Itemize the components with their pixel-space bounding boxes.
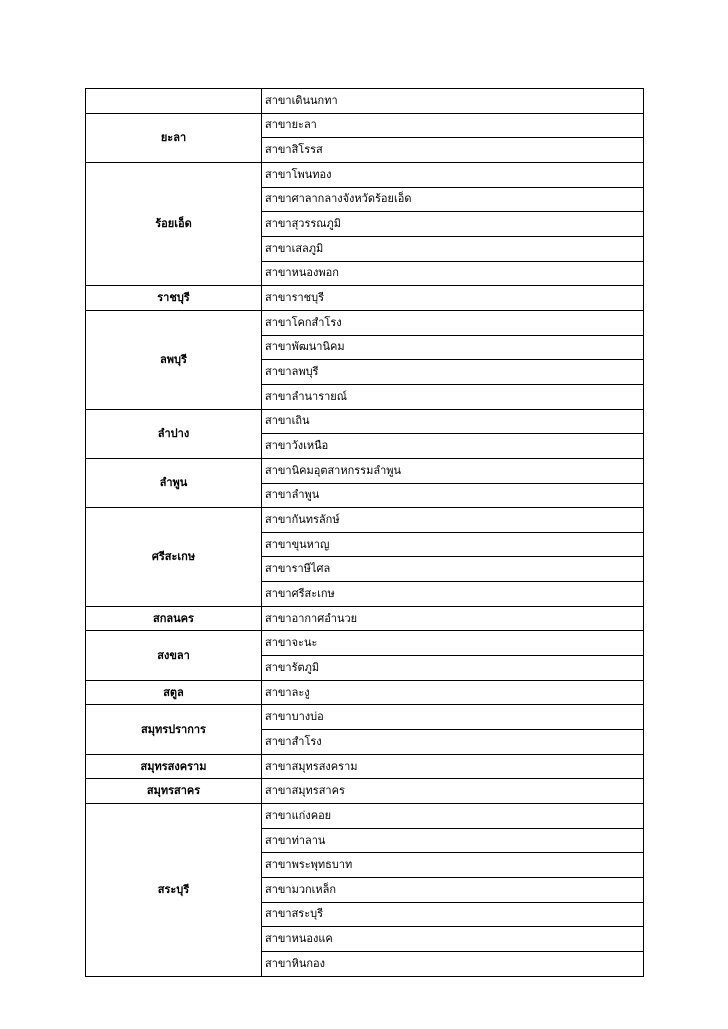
branch-table-body — [86, 89, 644, 977]
province-cell: สมุทรสงคราม — [86, 754, 262, 779]
branch-cell: สาขาจะนะ — [262, 631, 644, 656]
branch-cell: สาขาสมุทรสาคร — [262, 779, 644, 804]
table-row — [86, 113, 644, 138]
branch-cell: สาขาหินกอง — [262, 951, 644, 976]
province-cell: ลำปาง — [86, 409, 262, 458]
branch-cell: สาขาขุนหาญ — [262, 532, 644, 557]
province-cell — [86, 89, 262, 114]
province-cell: ร้อยเอ็ด — [86, 162, 262, 285]
table-row — [86, 162, 644, 187]
province-cell: ราชบุรี — [86, 286, 262, 311]
province-cell: ศรีสะเกษ — [86, 508, 262, 607]
table-row — [86, 286, 644, 311]
table-row — [86, 680, 644, 705]
branch-cell: สาขาลพบุรี — [262, 360, 644, 385]
branch-cell: สาขายะลา — [262, 113, 644, 138]
branch-cell: สาขาราษีไศล — [262, 557, 644, 582]
branch-cell: สาขาเดินนกทา — [262, 89, 644, 114]
table-row — [86, 754, 644, 779]
branch-cell: สาขาพัฒนานิคม — [262, 335, 644, 360]
branch-cell: สาขาอากาศอำนวย — [262, 606, 644, 631]
table-row — [86, 804, 644, 829]
branch-cell: สาขาละงู — [262, 680, 644, 705]
branch-cell: สาขาศาลากลางจังหวัดร้อยเอ็ด — [262, 187, 644, 212]
branch-cell: สาขาสุวรรณภูมิ — [262, 212, 644, 237]
branch-cell: สาขารัตภูมิ — [262, 656, 644, 681]
province-cell: สมุทรสาคร — [86, 779, 262, 804]
branch-cell: สาขามวกเหล็ก — [262, 878, 644, 903]
branch-cell: สาขากันทรลักษ์ — [262, 508, 644, 533]
table-row — [86, 409, 644, 434]
branch-cell: สาขาสำโรง — [262, 730, 644, 755]
branch-cell: สาขาบางบ่อ — [262, 705, 644, 730]
branch-cell: สาขาลำนารายณ์ — [262, 384, 644, 409]
branch-cell: สาขาหนองพอก — [262, 261, 644, 286]
province-cell: ยะลา — [86, 113, 262, 162]
branch-cell: สาขาโพนทอง — [262, 162, 644, 187]
province-cell: สตูล — [86, 680, 262, 705]
table-row — [86, 508, 644, 533]
table-row — [86, 89, 644, 114]
table-row — [86, 705, 644, 730]
branch-cell: สาขาสมุทรสงคราม — [262, 754, 644, 779]
branch-table — [85, 88, 644, 977]
branch-cell: สาขาสระบุรี — [262, 902, 644, 927]
branch-cell: สาขาหนองแค — [262, 927, 644, 952]
province-cell: สงขลา — [86, 631, 262, 680]
branch-cell: สาขานิคมอุตสาหกรรมลำพูน — [262, 458, 644, 483]
table-row — [86, 606, 644, 631]
table-row — [86, 631, 644, 656]
table-row — [86, 779, 644, 804]
branch-cell: สาขาสิโรรส — [262, 138, 644, 163]
branch-cell: สาขาราชบุรี — [262, 286, 644, 311]
province-cell: ลพบุรี — [86, 310, 262, 409]
branch-cell: สาขาแก่งคอย — [262, 804, 644, 829]
branch-cell: สาขาโคกสำโรง — [262, 310, 644, 335]
table-row — [86, 458, 644, 483]
branch-cell: สาขาลำพูน — [262, 483, 644, 508]
province-cell: ลำพูน — [86, 458, 262, 507]
province-cell: สมุทรปราการ — [86, 705, 262, 754]
branch-cell: สาขาพระพุทธบาท — [262, 853, 644, 878]
branch-cell: สาขาเถิน — [262, 409, 644, 434]
branch-cell: สาขาท่าลาน — [262, 828, 644, 853]
branch-cell: สาขาศรีสะเกษ — [262, 582, 644, 607]
province-cell: สระบุรี — [86, 804, 262, 977]
branch-cell: สาขาเสลภูมิ — [262, 236, 644, 261]
province-cell: สกลนคร — [86, 606, 262, 631]
table-row — [86, 310, 644, 335]
branch-cell: สาขาวังเหนือ — [262, 434, 644, 459]
